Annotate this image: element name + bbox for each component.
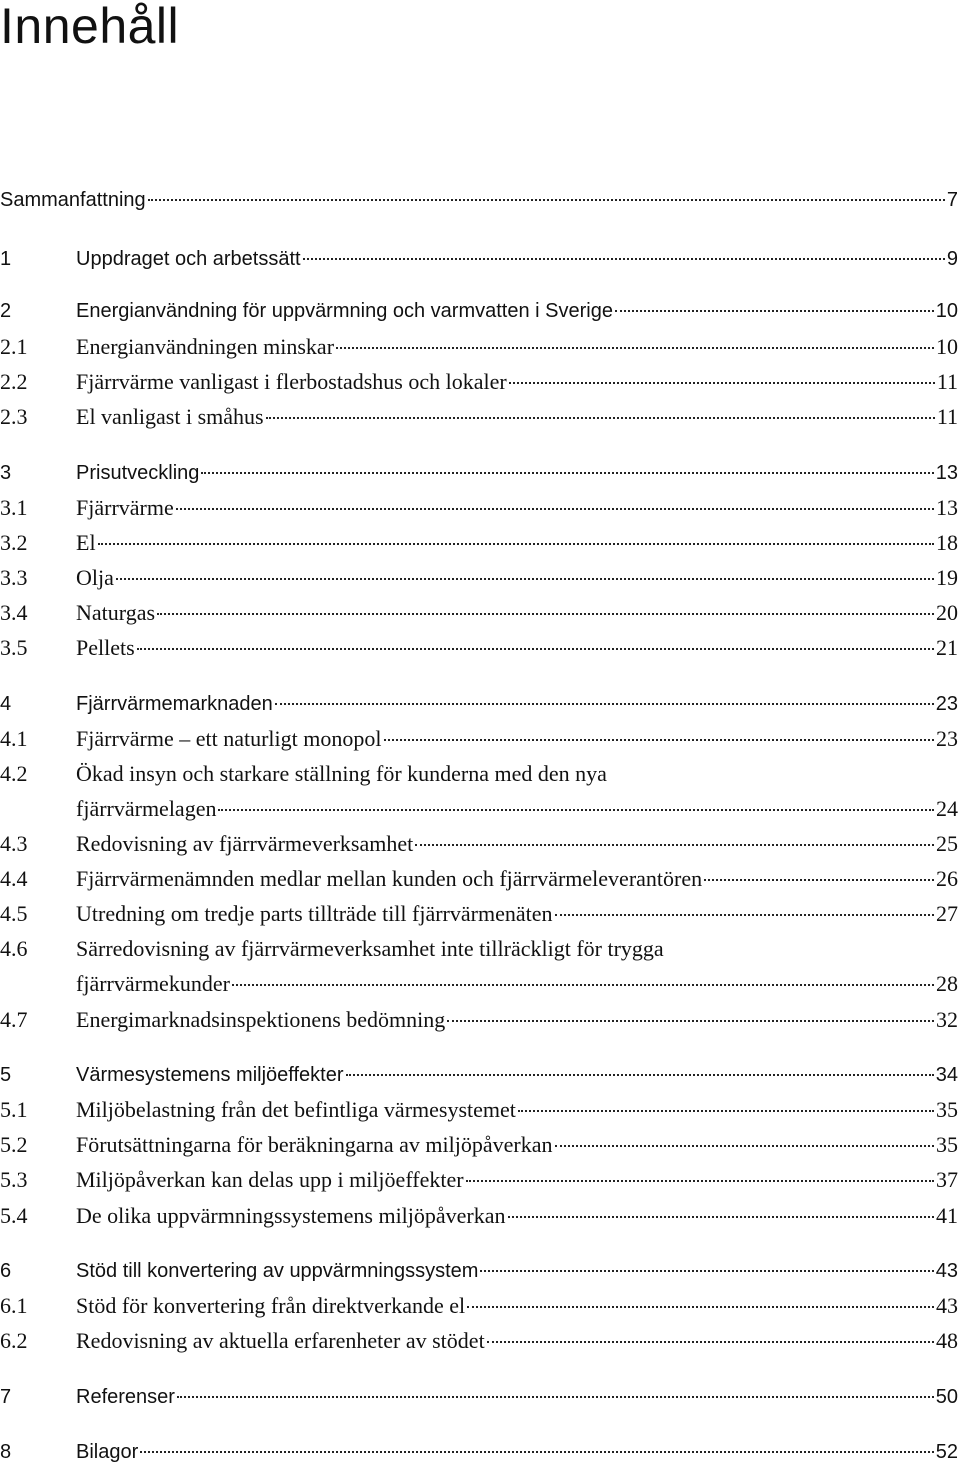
toc-section-number: 3 — [0, 462, 12, 484]
toc-entry-text: Utredning om tredje parts tillträde till fjärrvärmenäten — [76, 901, 553, 926]
toc-entry-2[interactable] — [0, 295, 958, 327]
toc-page-number: 7 — [946, 189, 958, 211]
toc-entry-text: Redovisning av fjärrvärmeverksamhet — [76, 831, 414, 856]
toc-section-number: 6.1 — [0, 1293, 28, 1318]
toc-entry-text: Fjärrvärmemarknaden — [76, 693, 273, 715]
toc-section-number: 4.6 — [0, 936, 28, 961]
toc-section-number: 5.4 — [0, 1203, 28, 1228]
dot-leader — [467, 1306, 934, 1308]
dot-leader — [346, 1074, 934, 1076]
dot-leader — [137, 648, 934, 650]
dot-leader — [615, 310, 934, 312]
toc-entry-text: El vanligast i småhus — [76, 404, 264, 429]
toc-entry-5-4[interactable] — [0, 1200, 958, 1232]
dot-leader — [232, 984, 934, 986]
dot-leader — [218, 809, 934, 811]
toc-section-number: 4.2 — [0, 761, 28, 786]
toc-page-number: 43 — [935, 1260, 958, 1282]
toc-entry-6[interactable] — [0, 1255, 958, 1287]
toc-entry-6-2[interactable] — [0, 1325, 958, 1357]
dot-leader — [466, 1180, 934, 1182]
toc-section-number: 3.5 — [0, 635, 28, 660]
toc-entry-5-2[interactable] — [0, 1129, 958, 1161]
toc-page-number: 24 — [936, 796, 958, 821]
toc-page-number: 11 — [936, 404, 958, 429]
toc-section-number: 2.2 — [0, 369, 28, 394]
toc-entry-3[interactable] — [0, 457, 958, 489]
toc-entry-4-2[interactable] — [0, 758, 958, 790]
toc-section-number: 4.7 — [0, 1007, 28, 1032]
toc-page-number: 19 — [936, 565, 958, 590]
dot-leader — [275, 703, 934, 705]
dot-leader — [140, 1451, 933, 1453]
toc-section-number: 6 — [0, 1260, 12, 1282]
toc-page-number: 23 — [935, 693, 958, 715]
toc-entry-text: Särredovisning av fjärrvärmeverksamhet inte tillräckligt för trygga — [76, 936, 664, 961]
toc-page-number: 21 — [936, 635, 958, 660]
dot-leader — [447, 1020, 934, 1022]
toc-section-number: 5.2 — [0, 1132, 28, 1157]
toc-entry-4-1[interactable] — [0, 723, 958, 755]
toc-entry-text: Energimarknadsinspektionens bedömning — [76, 1007, 446, 1032]
toc-entry-text: Fjärrvärme — [76, 495, 174, 520]
dot-leader — [116, 578, 934, 580]
toc-entry-3-5[interactable] — [0, 632, 958, 664]
toc-entry-text: Miljöpåverkan kan delas upp i miljöeffekter — [76, 1167, 464, 1192]
toc-page-number: 32 — [936, 1007, 958, 1032]
toc-page-number: 13 — [935, 462, 958, 484]
toc-section-number: 2.3 — [0, 404, 28, 429]
toc-page-number: 41 — [936, 1203, 958, 1228]
toc-entry-3-3[interactable] — [0, 562, 958, 594]
toc-entry-text: Fjärrvärme vanligast i flerbostadshus och lokaler — [76, 369, 507, 394]
toc-section-number: 4.5 — [0, 901, 28, 926]
dot-leader — [704, 879, 934, 881]
toc-entry-text: Naturgas — [76, 600, 156, 625]
toc-section-number: 2.1 — [0, 334, 28, 359]
toc-entry-5-1[interactable] — [0, 1094, 958, 1126]
toc-section-number: 3.2 — [0, 530, 28, 555]
toc-section-number: 1 — [0, 248, 12, 270]
toc-entry-1[interactable] — [0, 243, 958, 275]
toc-page-number: 10 — [936, 334, 958, 359]
dot-leader — [555, 1145, 934, 1147]
toc-entry-8[interactable] — [0, 1436, 958, 1468]
toc-section-number: 3.3 — [0, 565, 28, 590]
dot-leader — [176, 508, 934, 510]
toc-section-number: 3.1 — [0, 495, 28, 520]
toc-entry-4-6[interactable] — [0, 933, 958, 965]
dot-leader — [518, 1110, 934, 1112]
toc-entry-text: El — [76, 530, 96, 555]
toc-entry-text: Pellets — [76, 635, 135, 660]
toc-entry-2-1[interactable] — [0, 331, 958, 363]
toc-section-number: 4.1 — [0, 726, 28, 751]
toc-page-number: 9 — [946, 248, 958, 270]
toc-entry-sammanfattning[interactable] — [0, 184, 958, 216]
toc-entry-4[interactable] — [0, 688, 958, 720]
toc-page-number: 10 — [935, 300, 958, 322]
toc-entry-text: fjärrvärmelagen — [76, 796, 217, 821]
toc-entry-text: Värmesystemens miljöeffekter — [76, 1064, 344, 1086]
toc-entry-text: Sammanfattning — [0, 189, 146, 211]
dot-leader — [98, 543, 934, 545]
toc-entry-5[interactable] — [0, 1059, 958, 1091]
toc-page-number: 23 — [936, 726, 958, 751]
toc-section-number: 8 — [0, 1441, 12, 1463]
dot-leader — [509, 382, 935, 384]
toc-page-number: 11 — [936, 369, 958, 394]
toc-page-number: 43 — [936, 1293, 958, 1318]
dot-leader — [555, 914, 935, 916]
toc-entry-2-2[interactable] — [0, 366, 958, 398]
dot-leader — [480, 1270, 933, 1272]
toc-entry-text: Redovisning av aktuella erfarenheter av stödet — [76, 1328, 485, 1353]
toc-entry-3-2[interactable] — [0, 527, 958, 559]
toc-section-number: 3.4 — [0, 600, 28, 625]
dot-leader — [508, 1216, 934, 1218]
toc-entry-text: Olja — [76, 565, 114, 590]
toc-page-number: 35 — [936, 1132, 958, 1157]
toc-entry-text: Energianvändningen minskar — [76, 334, 335, 359]
toc-page-number: 50 — [935, 1386, 958, 1408]
dot-leader — [148, 199, 945, 201]
toc-page-number: 35 — [936, 1097, 958, 1122]
toc-page-number: 37 — [936, 1167, 958, 1192]
toc-section-number: 4.4 — [0, 866, 28, 891]
toc-section-number: 4.3 — [0, 831, 28, 856]
toc-entry-text: Fjärrvärme – ett naturligt monopol — [76, 726, 382, 751]
toc-section-number: 5.1 — [0, 1097, 28, 1122]
toc-page-number: 27 — [936, 901, 958, 926]
page-title: Innehåll — [0, 0, 180, 54]
toc-entry-4-3[interactable] — [0, 828, 958, 860]
toc-entry-4-7[interactable] — [0, 1004, 958, 1036]
toc-page-number: 48 — [936, 1328, 958, 1353]
toc-entry-text: fjärrvärmekunder — [76, 971, 230, 996]
toc-entry-5-3[interactable] — [0, 1164, 958, 1196]
toc-page-number: 20 — [936, 600, 958, 625]
dot-leader — [157, 613, 934, 615]
dot-leader — [384, 739, 935, 741]
toc-entry-text: Energianvändning för uppvärmning och varmvatten i Sverige — [76, 300, 613, 322]
toc-section-number: 5 — [0, 1064, 12, 1086]
toc-entry-7[interactable] — [0, 1381, 958, 1413]
toc-entry-4-2-continued[interactable] — [0, 793, 958, 825]
toc-entry-text: Stöd för konvertering från direktverkande el — [76, 1293, 466, 1318]
toc-entry-text: Prisutveckling — [76, 462, 200, 484]
toc-entry-2-3[interactable] — [0, 401, 958, 433]
toc-page-number: 52 — [935, 1441, 958, 1463]
toc-section-number: 4 — [0, 693, 12, 715]
toc-entry-4-6-continued[interactable] — [0, 968, 958, 1000]
toc-entry-text: De olika uppvärmningssystemens miljöpåverkan — [76, 1203, 506, 1228]
toc-section-number: 5.3 — [0, 1167, 28, 1192]
toc-entry-text: Bilagor — [76, 1441, 139, 1463]
toc-entry-text: Förutsättningarna för beräkningarna av miljöpåverkan — [76, 1132, 553, 1157]
toc-entry-text: Referenser — [76, 1386, 175, 1408]
dot-leader — [303, 258, 945, 260]
dot-leader — [415, 844, 934, 846]
dot-leader — [266, 417, 935, 419]
toc-page-number: 25 — [936, 831, 958, 856]
dot-leader — [201, 472, 933, 474]
toc-entry-3-4[interactable] — [0, 597, 958, 629]
toc-page-number: 26 — [936, 866, 958, 891]
toc-entry-text: Miljöbelastning från det befintliga värmesystemet — [76, 1097, 516, 1122]
toc-entry-4-4[interactable] — [0, 863, 958, 895]
toc-entry-text: Ökad insyn och starkare ställning för kunderna med den nya — [76, 761, 607, 786]
toc-page-number: 28 — [936, 971, 958, 996]
dot-leader — [177, 1396, 934, 1398]
toc-entry-4-5[interactable] — [0, 898, 958, 930]
toc-page-number: 34 — [935, 1064, 958, 1086]
dot-leader — [487, 1341, 934, 1343]
toc-page-number: 13 — [936, 495, 958, 520]
dot-leader — [336, 347, 934, 349]
toc-page-number: 18 — [936, 530, 958, 555]
toc-section-number: 7 — [0, 1386, 12, 1408]
toc-entry-text: Uppdraget och arbetssätt — [76, 248, 301, 270]
toc-section-number: 2 — [0, 300, 12, 322]
toc-entry-6-1[interactable] — [0, 1290, 958, 1322]
toc-entry-text: Stöd till konvertering av uppvärmningssystem — [76, 1260, 479, 1282]
toc-entry-3-1[interactable] — [0, 492, 958, 524]
toc-entry-text: Fjärrvärmenämnden medlar mellan kunden och fjärrvärmeleverantören — [76, 866, 703, 891]
toc-section-number: 6.2 — [0, 1328, 28, 1353]
